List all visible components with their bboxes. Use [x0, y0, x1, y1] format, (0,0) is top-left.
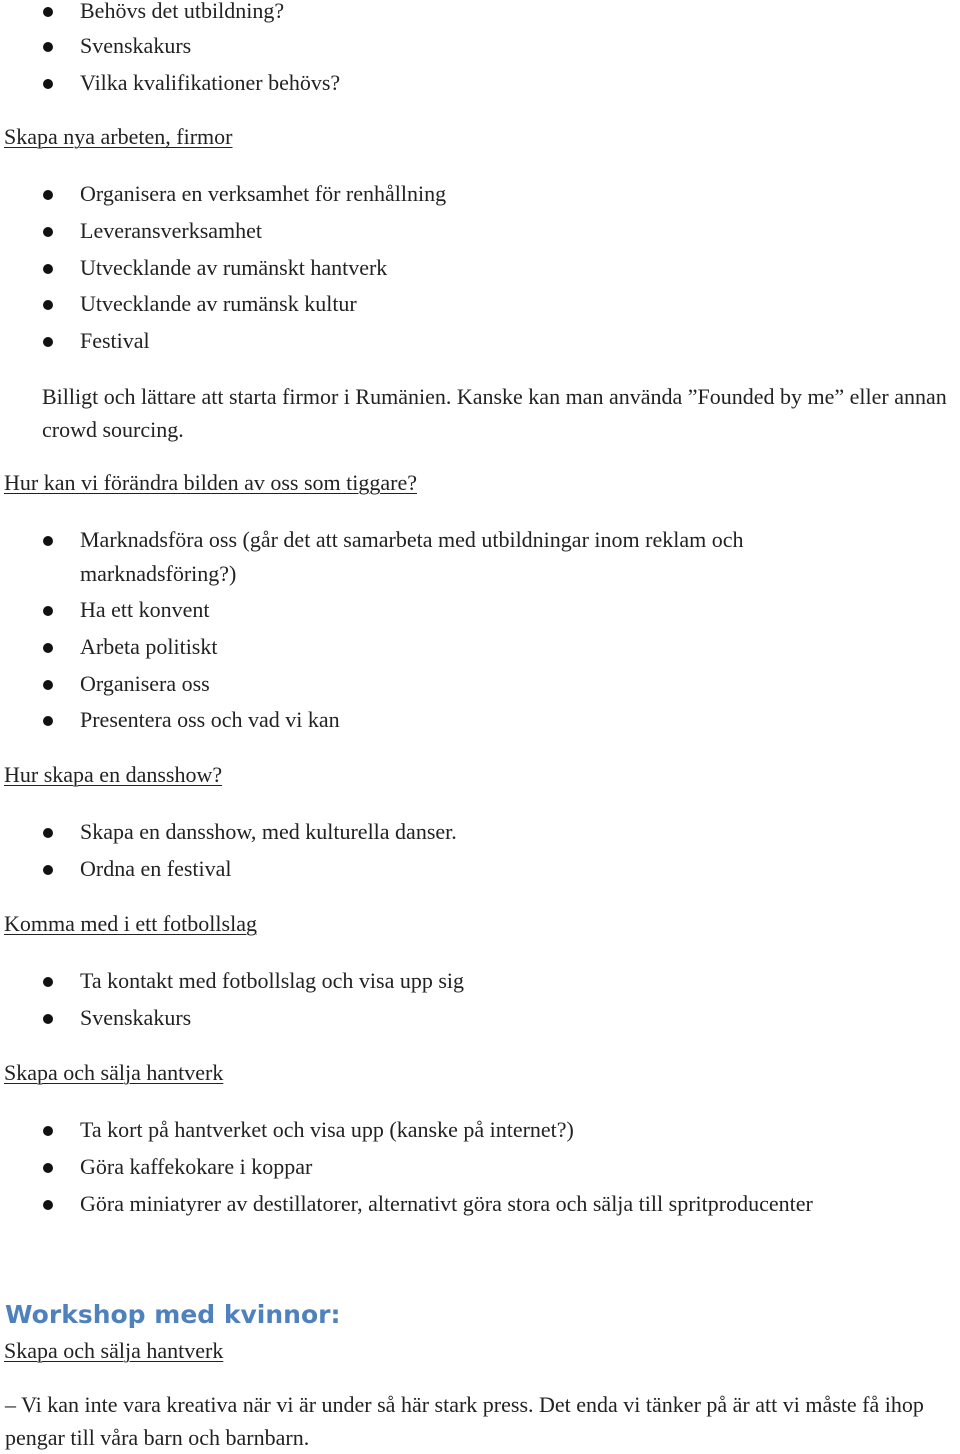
bullet-marker: [43, 300, 53, 310]
bullet-marker: [43, 865, 53, 875]
list-item: Arbeta politiskt: [80, 634, 218, 659]
section-heading: Skapa och sälja hantverk: [4, 1060, 224, 1085]
list-item: Ordna en festival: [80, 856, 232, 881]
workshop-title: Workshop med kvinnor:: [5, 1300, 341, 1329]
bullet-marker: [43, 1014, 53, 1024]
list-item: Organisera en verksamhet för renhållning: [80, 181, 447, 206]
section-heading: Hur skapa en dansshow?: [4, 762, 223, 787]
list-item: Ta kontakt med fotbollslag och visa upp sig: [80, 968, 465, 993]
quote-paragraph: – Vi kan inte vara kreativa när vi är under så här stark press. Det enda vi tänker på är att vi måste få ihop pengar till våra barn och barnbarn.: [5, 1392, 924, 1450]
list-item: Presentera oss och vad vi kan: [80, 707, 340, 732]
list-item: Marknadsföra oss (går det att samarbeta med utbildningar inom reklam och: [80, 527, 744, 552]
list-item: Svenskakurs: [80, 1005, 192, 1030]
bullet-marker: [43, 536, 53, 546]
bullet-marker: [43, 643, 53, 653]
list-item: Svenskakurs: [80, 33, 192, 58]
bullet-marker: [43, 79, 53, 89]
list-item: Ta kort på hantverket och visa upp (kanske på internet?): [80, 1117, 574, 1142]
bullet-marker: [43, 1200, 53, 1210]
bullet-marker: [43, 680, 53, 690]
list-item: Utvecklande av rumänskt hantverk: [80, 255, 388, 280]
list-item: Ha ett konvent: [80, 597, 210, 622]
bullet-marker: [43, 1163, 53, 1173]
list-item: Leveransverksamhet: [80, 218, 263, 243]
bullet-marker: [43, 42, 53, 52]
list-item: Behövs det utbildning?: [80, 0, 285, 23]
list-item-continuation: marknadsföring?): [80, 561, 237, 586]
list-item: Organisera oss: [80, 671, 210, 696]
bullet-marker: [43, 828, 53, 838]
section-heading: Skapa och sälja hantverk: [4, 1338, 224, 1363]
list-item: Utvecklande av rumänsk kultur: [80, 291, 357, 316]
bullet-marker: [43, 227, 53, 237]
list-item: Göra kaffekokare i koppar: [80, 1154, 313, 1179]
bullet-marker: [43, 977, 53, 987]
section-heading: Skapa nya arbeten, firmor: [4, 124, 233, 149]
section-heading: Hur kan vi förändra bilden av oss som tiggare?: [4, 470, 417, 495]
list-item: Skapa en dansshow, med kulturella danser.: [80, 819, 457, 844]
bullet-marker: [43, 716, 53, 726]
bullet-marker: [43, 264, 53, 274]
bullet-marker: [43, 7, 53, 17]
list-item: Festival: [80, 328, 150, 353]
bullet-marker: [43, 190, 53, 200]
bullet-marker: [43, 1126, 53, 1136]
paragraph: Billigt och lättare att starta firmor i Rumänien. Kanske kan man använda ”Founded by me” eller annan crowd sourcing.: [42, 384, 947, 442]
section-heading: Komma med i ett fotbollslag: [4, 911, 257, 936]
bullet-marker: [43, 337, 53, 347]
bullet-marker: [43, 606, 53, 616]
list-item: Göra miniatyrer av destillatorer, alternativt göra stora och sälja till spritproducenter: [80, 1191, 813, 1216]
list-item: Vilka kvalifikationer behövs?: [80, 70, 341, 95]
